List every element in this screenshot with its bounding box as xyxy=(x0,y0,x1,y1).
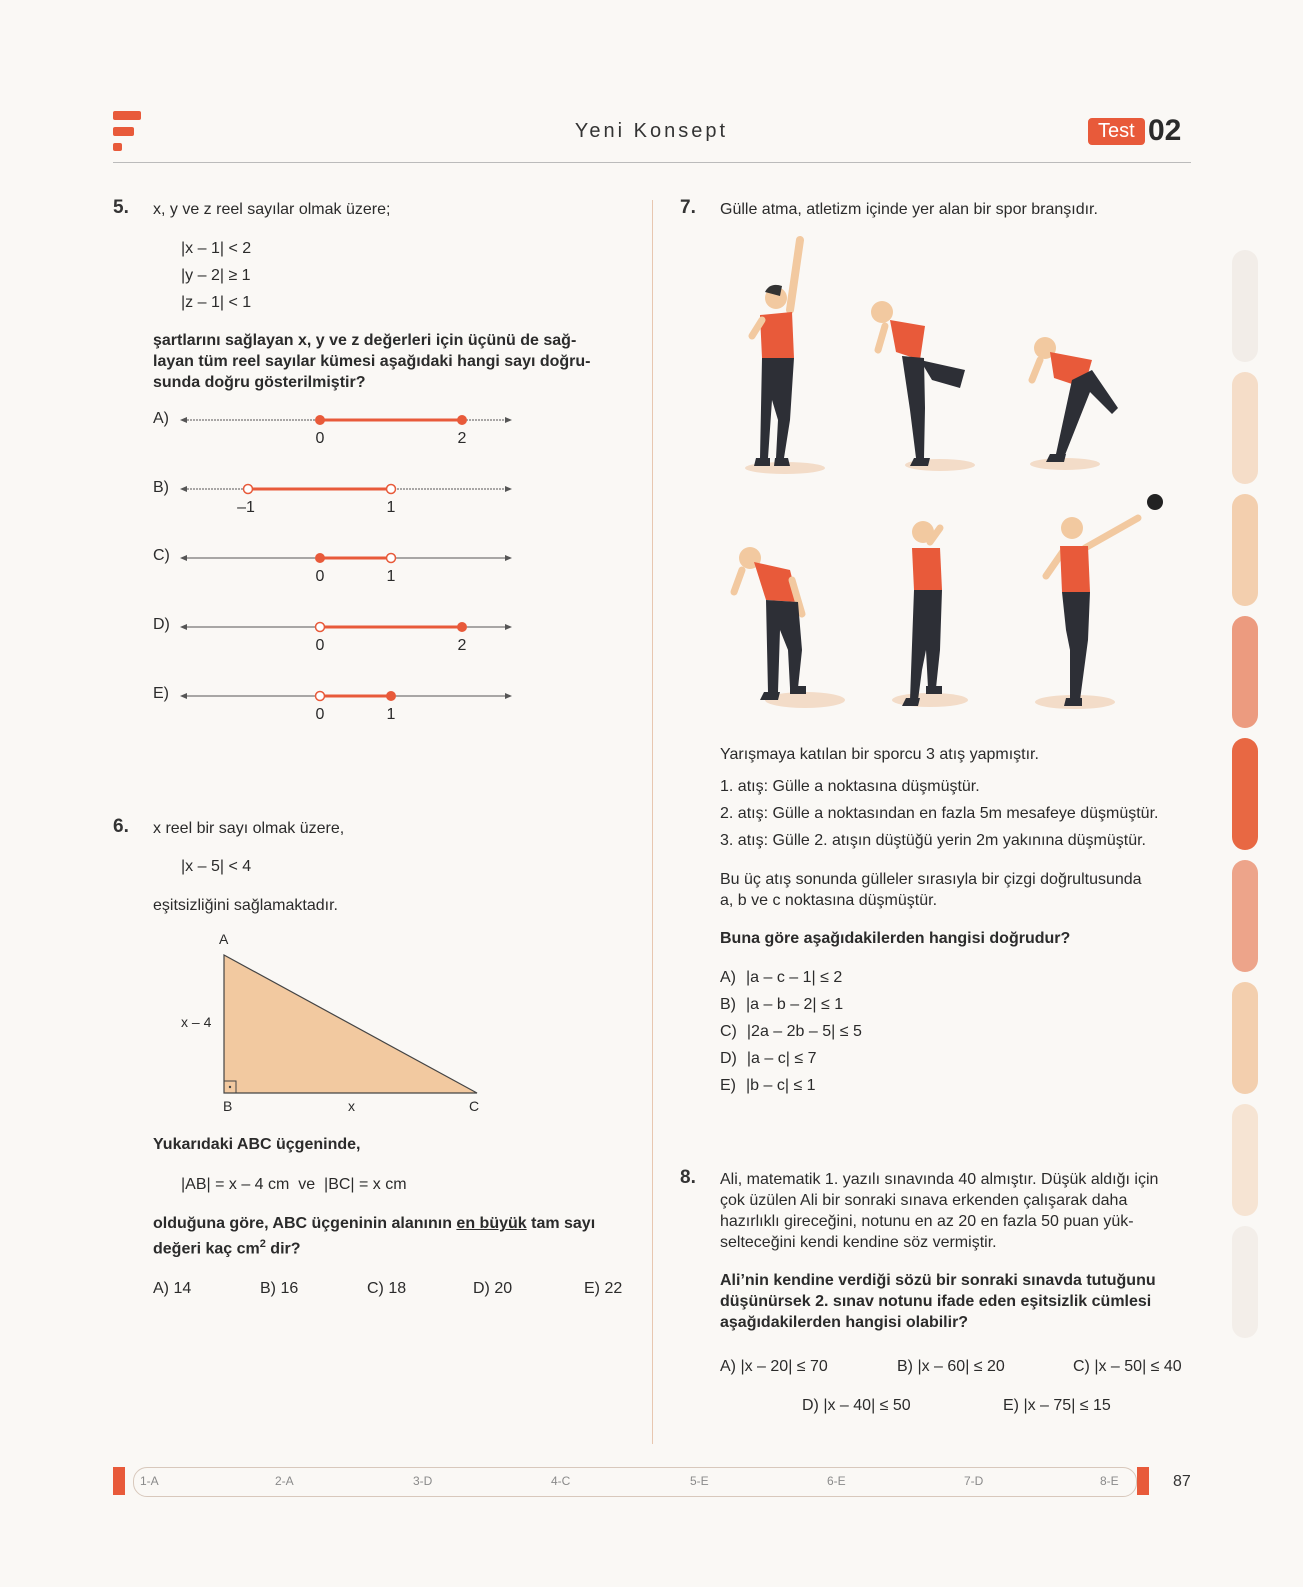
q7-option-c-label: C) xyxy=(720,1023,737,1040)
q5-stem-line1: şartlarını sağlayan x, y ve z değerleri için üçünü de sağ- xyxy=(153,332,577,349)
q7-throw-2: 2. atış: Gülle a noktasından en fazla 5m mesafeye düşmüştür. xyxy=(720,805,1159,822)
q8-question-line1: Ali’nin kendine verdiği sözü bir sonraki sınavda tutuğunu xyxy=(720,1272,1156,1289)
q6-option-e[interactable]: E) 22 xyxy=(584,1280,623,1297)
test-number: 02 xyxy=(1148,114,1182,147)
q8-option-a[interactable]: A) |x – 20| ≤ 70 xyxy=(720,1358,828,1375)
q7-option-b-label: B) xyxy=(720,996,736,1013)
q7-intro: Gülle atma, atletizm içinde yer alan bir spor branşıdır. xyxy=(720,201,1098,218)
side-tab-8[interactable] xyxy=(1232,1104,1258,1216)
q5-option-b-left-value: –1 xyxy=(237,499,255,516)
q5-option-c-left-value: 0 xyxy=(315,568,325,585)
q6-option-d[interactable]: D) 20 xyxy=(473,1280,513,1297)
answer-key-item: 8-E xyxy=(1100,1474,1119,1488)
q7-option-e-text: |b – c| ≤ 1 xyxy=(746,1077,816,1094)
q6-after: eşitsizliğini sağlamaktadır. xyxy=(153,897,338,914)
q8-option-b[interactable]: B) |x – 60| ≤ 20 xyxy=(897,1358,1005,1375)
q6-given: |AB| = x – 4 cm ve |BC| = x cm xyxy=(181,1176,407,1193)
q5-number: 5. xyxy=(113,197,129,218)
q5-option-a-left-value: 0 xyxy=(315,430,325,447)
q5-option-e-numberline xyxy=(180,686,512,706)
side-tab-2[interactable] xyxy=(1232,372,1258,484)
q5-condition-x: |x – 1| < 2 xyxy=(181,240,252,257)
q7-option-d-text: |a – c| ≤ 7 xyxy=(746,1050,817,1067)
q7-option-d-label: D) xyxy=(720,1050,737,1067)
side-tab-6[interactable] xyxy=(1232,860,1258,972)
q7-summary-line2: a, b ve c noktasına düşmüştür. xyxy=(720,892,938,909)
q6-stem-post: tam sayı xyxy=(531,1215,596,1232)
q5-option-c-label[interactable]: C) xyxy=(153,547,170,564)
column-divider xyxy=(652,200,653,1444)
q5-stem-line3: sunda doğru gösterilmiştir? xyxy=(153,374,366,391)
side-tab-4[interactable] xyxy=(1232,616,1258,728)
q6-vertex-c: C xyxy=(469,1098,480,1114)
q6-stem-line2 xyxy=(153,1234,301,1259)
answer-key-item: 5-E xyxy=(690,1474,709,1488)
q6-stem-underline: en büyük xyxy=(456,1215,527,1232)
page-number: 87 xyxy=(1173,1473,1191,1490)
q8-option-d[interactable]: D) |x – 40| ≤ 50 xyxy=(802,1397,911,1414)
header-divider xyxy=(113,162,1191,163)
athlete-pose-1 xyxy=(745,240,825,474)
q5-condition-y: |y – 2| ≥ 1 xyxy=(181,267,251,284)
q5-option-d-right-value: 2 xyxy=(457,637,467,654)
q8-question-line3: aşağıdakilerden hangisi olabilir? xyxy=(720,1314,969,1331)
q8-option-c[interactable]: C) |x – 50| ≤ 40 xyxy=(1073,1358,1182,1375)
side-tab-3[interactable] xyxy=(1232,494,1258,606)
q6-triangle-figure xyxy=(215,945,485,1095)
q5-option-d-left-value: 0 xyxy=(315,637,325,654)
q5-option-a-label[interactable]: A) xyxy=(153,410,169,427)
page-title: Yeni Konsept xyxy=(574,120,729,142)
q8-number: 8. xyxy=(680,1167,696,1188)
q5-option-e-right-value: 1 xyxy=(386,706,396,723)
answer-key-item: 7-D xyxy=(964,1474,984,1488)
answer-bar-right-cap xyxy=(1137,1467,1149,1495)
q5-option-b-numberline xyxy=(180,479,512,499)
q5-option-e-label[interactable]: E) xyxy=(153,685,169,702)
q7-question: Buna göre aşağıdakilerden hangisi doğrudur? xyxy=(720,930,1071,947)
q7-throw-3: 3. atış: Gülle 2. atışın düştüğü yerin 2m yakınına düşmüştür. xyxy=(720,832,1146,849)
q5-option-a-right-value: 2 xyxy=(457,430,467,447)
q7-option-c-text: |2a – 2b – 5| ≤ 5 xyxy=(746,1023,862,1040)
q7-context: Yarışmaya katılan bir sporcu 3 atış yapmıştır. xyxy=(720,746,1039,763)
q5-option-e-left-value: 0 xyxy=(315,706,325,723)
athlete-pose-3 xyxy=(1030,337,1118,470)
q6-option-a[interactable]: A) 14 xyxy=(153,1280,192,1297)
side-tab-1[interactable] xyxy=(1232,250,1258,362)
q7-summary-line1: Bu üç atış sonunda gülleler sırasıyla bir çizgi doğrultusunda xyxy=(720,871,1142,888)
q8-option-e[interactable]: E) |x – 75| ≤ 15 xyxy=(1003,1397,1111,1414)
q7-throw-1: 1. atış: Gülle a noktasına düşmüştür. xyxy=(720,778,980,795)
q6-stem-line2-post: dir? xyxy=(265,1240,301,1258)
q6-side-bc-label: x xyxy=(348,1098,355,1114)
q7-option-a[interactable] xyxy=(720,967,842,988)
q5-option-b-label[interactable]: B) xyxy=(153,479,169,496)
q6-option-b[interactable]: B) 16 xyxy=(260,1280,299,1297)
q7-option-c[interactable] xyxy=(720,1021,862,1042)
q7-option-a-text: |a – c – 1| ≤ 2 xyxy=(746,969,843,986)
q7-number: 7. xyxy=(680,197,696,218)
q6-intro: x reel bir sayı olmak üzere, xyxy=(153,820,345,837)
q6-stem-pre: olduğuna göre, ABC üçgeninin alanının xyxy=(153,1215,452,1232)
q7-option-e[interactable] xyxy=(720,1075,816,1096)
q5-option-d-label[interactable]: D) xyxy=(153,616,170,633)
logo-icon-bottom xyxy=(113,143,122,151)
answer-key-item: 2-A xyxy=(275,1474,294,1488)
q8-text-line2: çok üzülen Ali bir sonraki sınava erkenden çalışarak daha xyxy=(720,1192,1128,1209)
logo-icon xyxy=(113,111,141,120)
q6-condition: |x – 5| < 4 xyxy=(181,858,252,875)
answer-key-item: 4-C xyxy=(551,1474,571,1488)
answer-key-item: 6-E xyxy=(827,1474,846,1488)
shot-put-ball-icon xyxy=(1147,494,1163,510)
q6-given-intro: Yukarıdaki ABC üçgeninde, xyxy=(153,1136,361,1153)
q6-stem-line2-pre: değeri kaç cm xyxy=(153,1240,260,1258)
q6-stem-line1 xyxy=(153,1213,595,1234)
q6-number: 6. xyxy=(113,816,129,837)
athlete-pose-4 xyxy=(734,547,845,708)
q6-vertex-a: A xyxy=(219,931,229,947)
q6-side-ab-label: x – 4 xyxy=(181,1014,212,1030)
q5-option-a-numberline xyxy=(180,410,512,430)
q5-option-b-right-value: 1 xyxy=(386,499,396,516)
q5-option-c-right-value: 1 xyxy=(386,568,396,585)
q8-text-line4: selteceğini kendi kendine söz vermiştir. xyxy=(720,1234,997,1251)
q8-question-line2: düşünürsek 2. sınav notunu ifade eden eşitsizlik cümlesi xyxy=(720,1293,1152,1310)
q6-option-c[interactable]: C) 18 xyxy=(367,1280,407,1297)
athlete-pose-2 xyxy=(871,301,975,471)
athlete-pose-6 xyxy=(1035,494,1163,709)
q5-option-c-numberline xyxy=(180,548,512,568)
q7-option-b-text: |a – b – 2| ≤ 1 xyxy=(746,996,844,1013)
q5-stem-line2: layan tüm reel sayılar kümesi aşağıdaki hangi sayı doğru- xyxy=(153,353,591,370)
q5-option-d-numberline xyxy=(180,617,512,637)
q7-option-d[interactable] xyxy=(720,1048,816,1069)
side-tab-9[interactable] xyxy=(1232,1226,1258,1338)
q6-stem-sup: 2 xyxy=(259,1238,266,1250)
q7-option-e-label: E) xyxy=(720,1077,736,1094)
q7-option-a-label: A) xyxy=(720,969,736,986)
side-tab-5[interactable] xyxy=(1232,738,1258,850)
test-badge: Test xyxy=(1088,118,1145,145)
q8-text-line1: Ali, matematik 1. yazılı sınavında 40 almıştır. Düşük aldığı için xyxy=(720,1171,1159,1188)
q5-condition-z: |z – 1| < 1 xyxy=(181,294,252,311)
answer-key-item: 1-A xyxy=(140,1474,159,1488)
q6-vertex-b: B xyxy=(223,1098,233,1114)
answer-key-item: 3-D xyxy=(413,1474,433,1488)
side-tab-7[interactable] xyxy=(1232,982,1258,1094)
athlete-pose-5 xyxy=(892,521,968,707)
q8-text-line3: hazırlıklı gireceğini, notunu en az 20 en fazla 50 puan yük- xyxy=(720,1213,1134,1230)
q5-intro: x, y ve z reel sayılar olmak üzere; xyxy=(153,201,391,218)
q7-option-b[interactable] xyxy=(720,994,843,1015)
shot-put-athlete-illustration xyxy=(720,230,1190,730)
answer-bar-left-cap xyxy=(113,1467,125,1495)
